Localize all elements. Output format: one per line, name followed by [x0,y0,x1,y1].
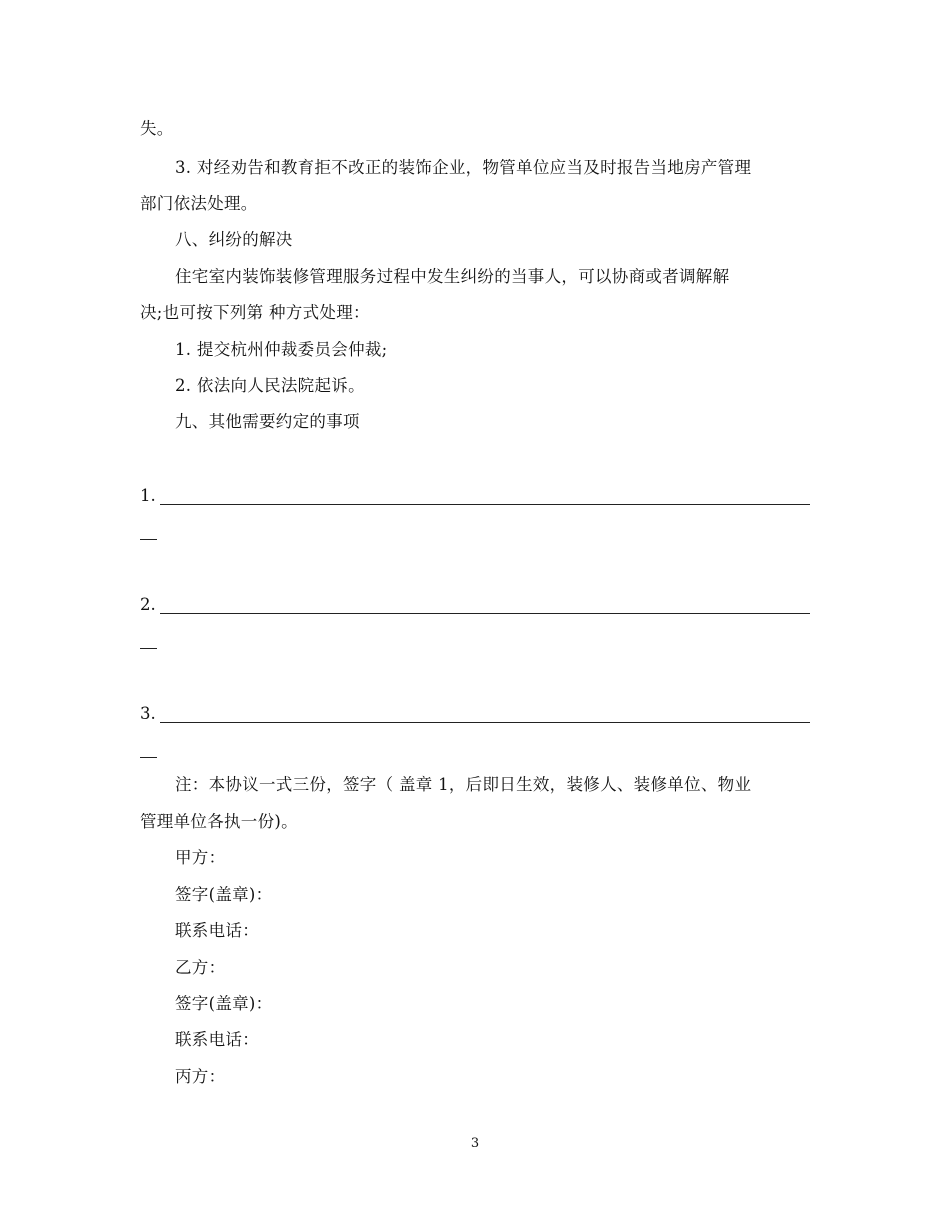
list-item: 1. 提交杭州仲裁委员会仲裁; [175,340,388,359]
note-line: 管理单位各执一份)。 [140,812,298,831]
blank-line-3 [140,703,810,725]
blank-number: 2. [140,595,156,614]
page-number: 3 [470,1136,480,1151]
fill-in-rule [160,504,810,505]
paragraph-line: 决;也可按下列第 种方式处理： [140,303,370,322]
party-b-phone-label: 联系电话： [175,1030,259,1049]
paragraph-line: 部门依法处理。 [140,194,258,213]
fill-in-rule-tail [140,648,157,649]
section-heading: 八、纠纷的解决 [175,230,293,249]
party-a-phone-label: 联系电话： [175,921,259,940]
fill-in-rule [160,722,810,723]
party-a-label: 甲方： [175,848,226,867]
party-a-signature-label: 签字(盖章)： [175,885,273,904]
party-b-label: 乙方： [175,958,226,977]
paragraph-line: 失。 [140,119,174,138]
fill-in-rule-tail [140,539,157,540]
fill-in-rule [160,613,810,614]
blank-line-2 [140,594,810,616]
blank-line-1 [140,485,810,507]
party-c-label: 丙方： [175,1067,226,1086]
fill-in-rule-tail [140,757,157,758]
paragraph-line: 住宅室内装饰装修管理服务过程中发生纠纷的当事人，可以协商或者调解解 [175,267,730,286]
list-item: 2. 依法向人民法院起诉。 [175,376,365,395]
paragraph-line: 3. 对经劝告和教育拒不改正的装饰企业，物管单位应当及时报告当地房产管理 [175,158,752,177]
blank-number: 3. [140,704,156,723]
note-line: 注：本协议一式三份，签字（ 盖章 1，后即日生效，装修人、装修单位、物业 [175,775,752,794]
party-b-signature-label: 签字(盖章)： [175,994,273,1013]
blank-number: 1. [140,486,156,505]
section-heading: 九、其他需要约定的事项 [175,412,360,431]
